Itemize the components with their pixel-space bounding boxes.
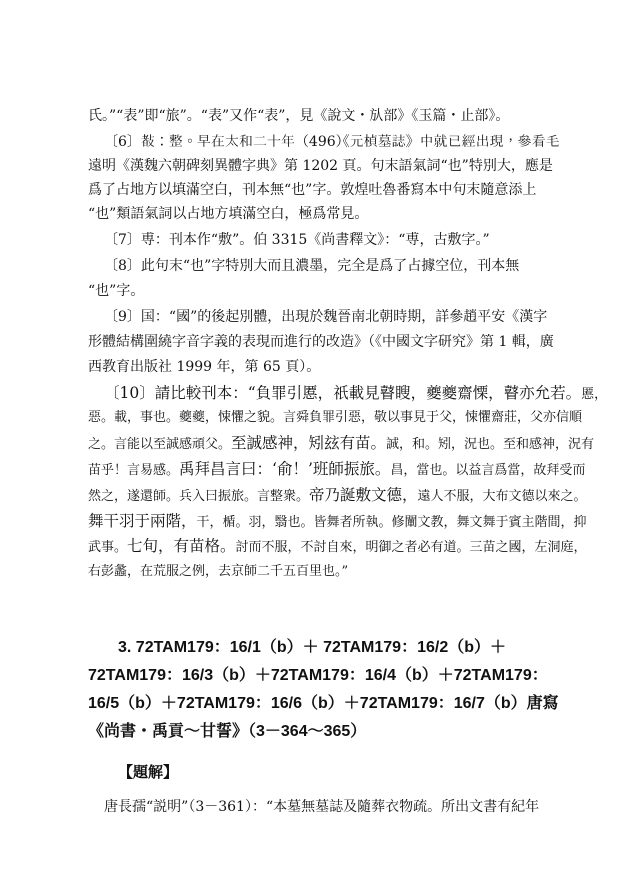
- section-title-line: 72TAM179：16/3（b）＋72TAM179：16/4（b）＋72TAM179：: [88, 667, 548, 684]
- commentary-text: 惡。載，事也。夔夔，悚懼之貌。言舜負罪引惡，敬以事見于父，悚懼齋莊，父亦信順: [88, 410, 583, 425]
- note-line: 遠明《漢魏六朝碑刻異體字典》第 1202 頁。句末語氣詞“也”特別大，應是: [88, 158, 553, 174]
- commentary-text: 遠人不服，大布文德以來之。: [417, 489, 587, 504]
- note-10-line: [88, 535, 586, 559]
- commentary-text: 右彭蠡，在荒服之例，去京師二千五百里也。”: [88, 564, 349, 579]
- note-line: “也”字。: [88, 283, 145, 299]
- commentary-text: 誠，和。矧，況也。至和感神，況有: [386, 437, 595, 452]
- commentary-text: 討而不服，不討自來，明御之者必有道。三苗之國，左洞庭，: [235, 540, 587, 555]
- commentary-text: 慝，: [581, 387, 608, 402]
- note-line: 西教育出版社 1999 年，第 65 頁）。: [88, 359, 321, 375]
- note-line: 〔9〕国：“國”的後起別體，出現於魏晉南北朝時期，詳參趙平安《漢字: [104, 309, 548, 325]
- commentary-text: 之。言能以至誠感頑父。: [88, 437, 232, 452]
- quote-text: 禹拜昌言曰：‘俞！’班師振旅。: [179, 460, 391, 478]
- note-line: “也”類語氣詞以占地方填滿空白，極爲常見。: [88, 206, 369, 222]
- quote-text: 〔10〕請比較刊本：“負罪引慝，祇載見瞽瞍，夔夔齋慄，瞽亦允若。: [104, 384, 582, 402]
- commentary-text: 昌，當也。以益言爲當，故拜受而: [390, 463, 586, 478]
- note-7: 〔7〕尃：刊本作“敷”。伯 3315《尚書釋文》：“尃，古敷字。”: [104, 232, 490, 248]
- section-title-line: 《尚書・禹貢～甘誓》（3－364～365）: [88, 723, 367, 740]
- note-10-line: [88, 484, 586, 508]
- note-line: 〔8〕此句末“也”字特別大而且濃墨，完全是爲了占據空位，刊本無: [104, 258, 520, 274]
- quote-text: 至誠感神，矧玆有苗。: [231, 434, 387, 452]
- commentary-text: 然之，遂還師。兵入曰振旅。言整衆。: [88, 489, 310, 504]
- commentary-text: 干，楯。羽，翳也。皆舞者所執。修闡文教，舞文舞于賓主階間，抑: [196, 515, 587, 530]
- note-10-line: [104, 382, 608, 406]
- note-line: 爲了占地方以填滿空白，刊本無“也”字。敦煌吐魯番寫本中句末隨意添上: [88, 182, 537, 198]
- note-continuation: 氏。”“表”即“旅”。“表”又作“表”，見《說文・㫃部》《玉篇・止部》。: [88, 108, 510, 124]
- note-line: 形體結構圍繞字音字義的表現而進行的改造》（《中國文字研究》第 1 輯，廣: [88, 334, 554, 350]
- note-10-line: [88, 510, 586, 534]
- commentary-text: 武事。: [88, 540, 128, 555]
- note-10-line: [88, 432, 595, 456]
- quote-text: 舞干羽于兩階，: [88, 512, 197, 530]
- quote-text: 帝乃誕敷文德，: [309, 486, 418, 504]
- section-title-line: 3. 72TAM179：16/1（b）＋ 72TAM179：16/2（b）＋: [118, 639, 506, 656]
- quote-text: 七旬，有苗格。: [127, 537, 236, 555]
- intro-paragraph: 唐長孺“説明”（3－361）：“本墓無墓誌及隨葬衣物疏。所出文書有紀年: [104, 799, 540, 815]
- subheading: 【題解】: [118, 764, 179, 781]
- commentary-text: 苗乎！言易感。: [88, 463, 180, 478]
- note-10-line: [88, 561, 586, 583]
- note-10-line: [88, 407, 586, 429]
- note-line: 〔6〕𢾀：整。早在太和二十年（496）《元楨墓誌》中就已經出現，參看毛: [104, 134, 560, 150]
- note-10-line: [88, 458, 586, 482]
- section-title-line: 16/5（b）＋72TAM179：16/6（b）＋72TAM179：16/7（b）唐寫: [88, 695, 559, 712]
